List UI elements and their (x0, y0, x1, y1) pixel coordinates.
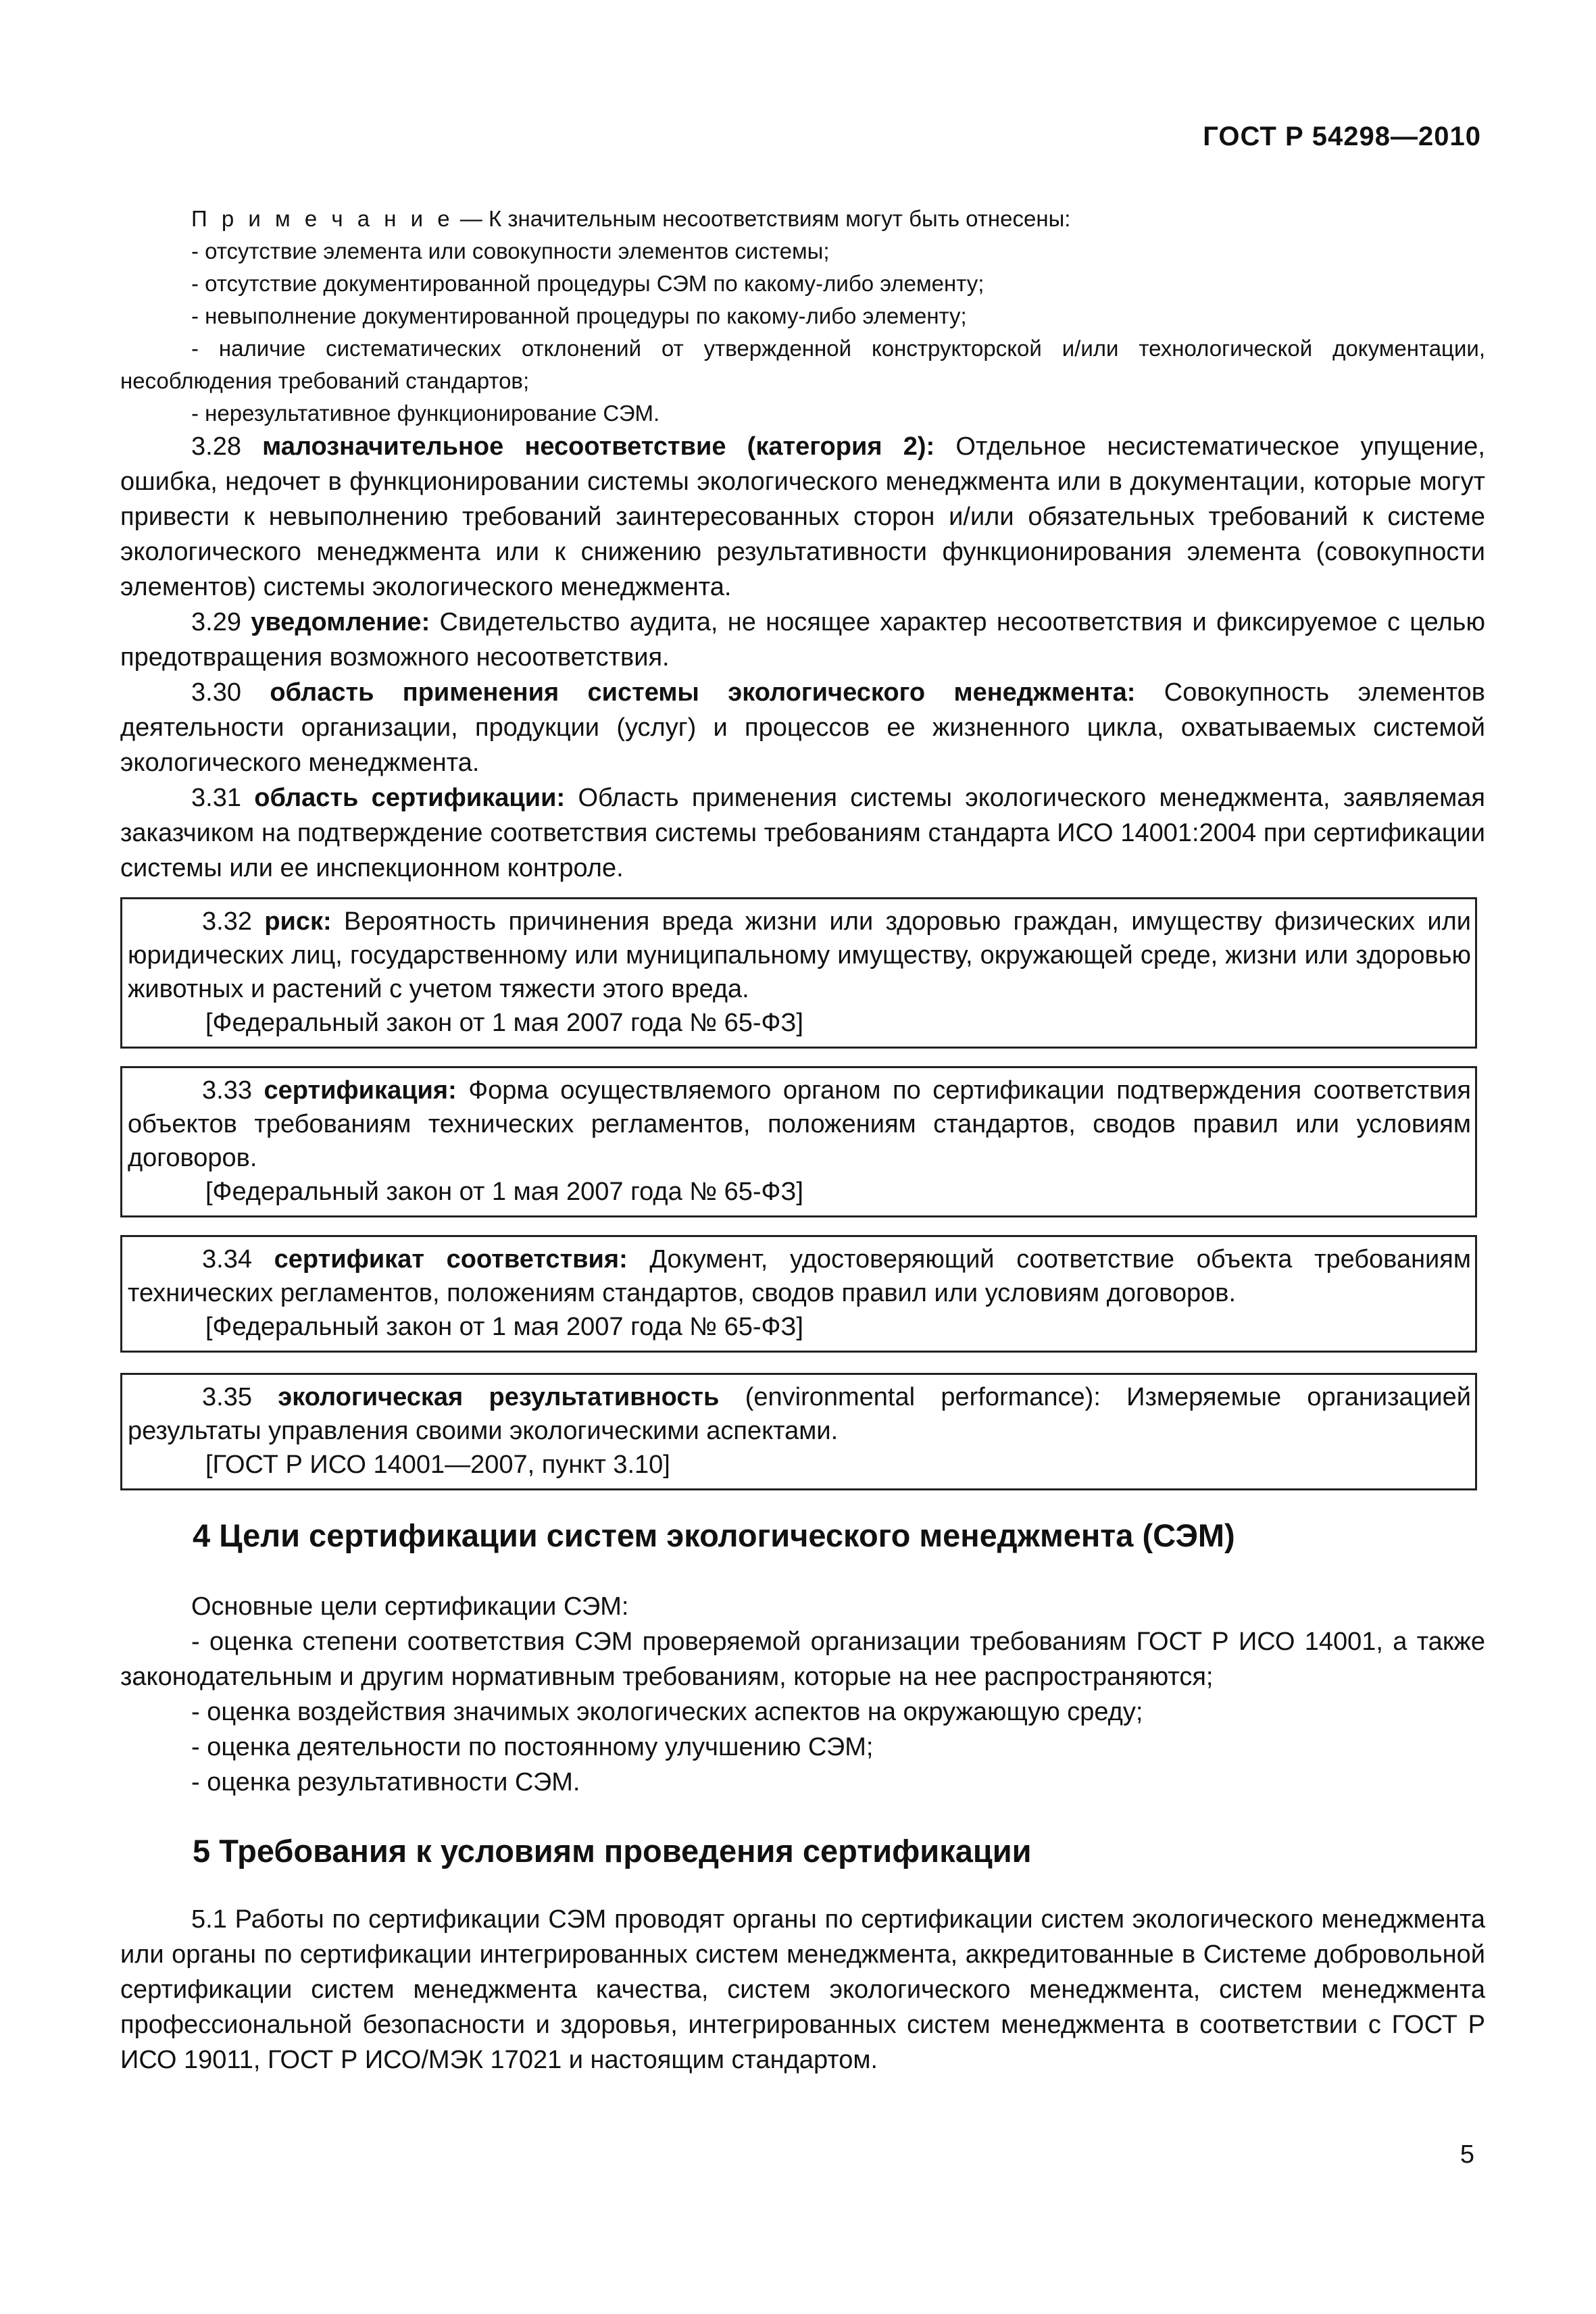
boxed-definition-3-33: 3.33 сертификация: Форма осуществляемого органом по сертификации подтверждения соответствия объектов требованиям технических регламентов, положениям стандартов, сводов правил или условиям договоров. [Федеральный закон от 1 мая 2007 года № 65-ФЗ] (120, 1066, 1477, 1217)
note-item: - отсутствие документированной процедуры СЭМ по какому-либо элементу; (191, 271, 984, 296)
definition-3-29: 3.29 уведомление: Свидетельство аудита, не носящее характер несоответствия и фиксируемое с целью предотвращения возможного несоответствия. (120, 608, 1485, 672)
page-number: 5 (1460, 2140, 1474, 2169)
list-item: - оценка степени соответствия СЭМ проверяемой организации требованиям ГОСТ Р ИСО 14001, а также законодательным и другим нормативным требованиям, которые на нее распространяются; (120, 1628, 1485, 1691)
note-intro: П р и м е ч а н и е — К значительным несоответствиям могут быть отнесены: (191, 206, 1071, 231)
definition-source: [Федеральный закон от 1 мая 2007 года № 65-ФЗ] (205, 1009, 803, 1037)
document-header: ГОСТ Р 54298—2010 (1203, 122, 1481, 151)
definition-3-28: 3.28 малозначительное несоответствие (категория 2): Отдельное несистематическое упущение, ошибка, недочет в функционировании системы экологического менеджмента или в документации, которые могут привести к невыполнению требований заинтересованных сторон и/или обязательных требований к системе экологического менеджмента или к снижению результативности функционирования элемента (совокупности элементов) системы экологического менеджмента. (120, 432, 1485, 601)
section-4-title: 4 Цели сертификации систем экологического менеджмента (СЭМ) (193, 1517, 1235, 1553)
list-item: - оценка деятельности по постоянному улучшению СЭМ; (191, 1733, 874, 1761)
note-item: - невыполнение документированной процедуры по какому-либо элементу; (191, 303, 967, 328)
section-4-body (120, 1589, 1485, 1800)
definition-3-31: 3.31 область сертификации: Область применения системы экологического менеджмента, заявляемая заказчиком на подтверждение соответствия системы требованиям стандарта ИСО 14001:2004 при сертификации системы или ее инспекционном контроле. (120, 784, 1485, 882)
boxed-definition-3-32: 3.32 риск: Вероятность причинения вреда жизни или здоровью граждан, имуществу физических или юридических лиц, государственному или муниципальному имуществу, окружающей среде, жизни или здоровью животных и растений с учетом тяжести этого вреда. [Федеральный закон от 1 мая 2007 года № 65-ФЗ] (120, 897, 1477, 1049)
boxed-definition-3-35: 3.35 экологическая результативность (environmental performance): Измеряемые организацией результаты управления своими экологическими аспектами. [ГОСТ Р ИСО 14001—2007, пункт 3.10] (120, 1373, 1477, 1490)
boxed-definition-3-34: 3.34 сертификат соответствия: Документ, удостоверяющий соответствие объекта требованиям технических регламентов, положениям стандартов, сводов правил или условиям договоров. [Федеральный закон от 1 мая 2007 года № 65-ФЗ] (120, 1235, 1477, 1353)
section-4-intro: Основные цели сертификации СЭМ: (191, 1592, 629, 1621)
note-label: П р и м е ч а н и е (191, 206, 454, 231)
definition-source: [Федеральный закон от 1 мая 2007 года № 65-ФЗ] (205, 1313, 803, 1341)
note-block (120, 203, 1485, 430)
note-item: - наличие систематических отклонений от утвержденной конструкторской и/или технологической документации, несоблюдения требований стандартов; (120, 336, 1485, 393)
list-item: - оценка результативности СЭМ. (191, 1768, 580, 1796)
note-item: - отсутствие элемента или совокупности элементов системы; (191, 238, 830, 263)
definitions-block (120, 429, 1485, 886)
section-5-body (120, 1902, 1485, 2078)
definition-source: [ГОСТ Р ИСО 14001—2007, пункт 3.10] (205, 1451, 670, 1479)
paragraph-5-1: 5.1 Работы по сертификации СЭМ проводят органы по сертификации систем экологического менеджмента или органы по сертификации интегрированных систем менеджмента, аккредитованные в Системе добровольной сертификации систем менеджмента качества, систем экологического менеджмента, систем менеджмента профессиональной безопасности и здоровья, интегрированных систем менеджмента в соответствии с ГОСТ Р ИСО 19011, ГОСТ Р ИСО/МЭК 17021 и настоящим стандартом. (120, 1905, 1485, 2074)
note-item: - нерезультативное функционирование СЭМ. (191, 401, 660, 426)
definition-source: [Федеральный закон от 1 мая 2007 года № 65-ФЗ] (205, 1178, 803, 1206)
section-5-title: 5 Требования к условиям проведения сертификации (193, 1833, 1032, 1869)
list-item: - оценка воздействия значимых экологических аспектов на окружающую среду; (191, 1698, 1143, 1726)
definition-3-30: 3.30 область применения системы экологического менеджмента: Совокупность элементов деятельности организации, продукции (услуг) и процессов ее жизненного цикла, охватываемых системой экологического менеджмента. (120, 678, 1485, 777)
